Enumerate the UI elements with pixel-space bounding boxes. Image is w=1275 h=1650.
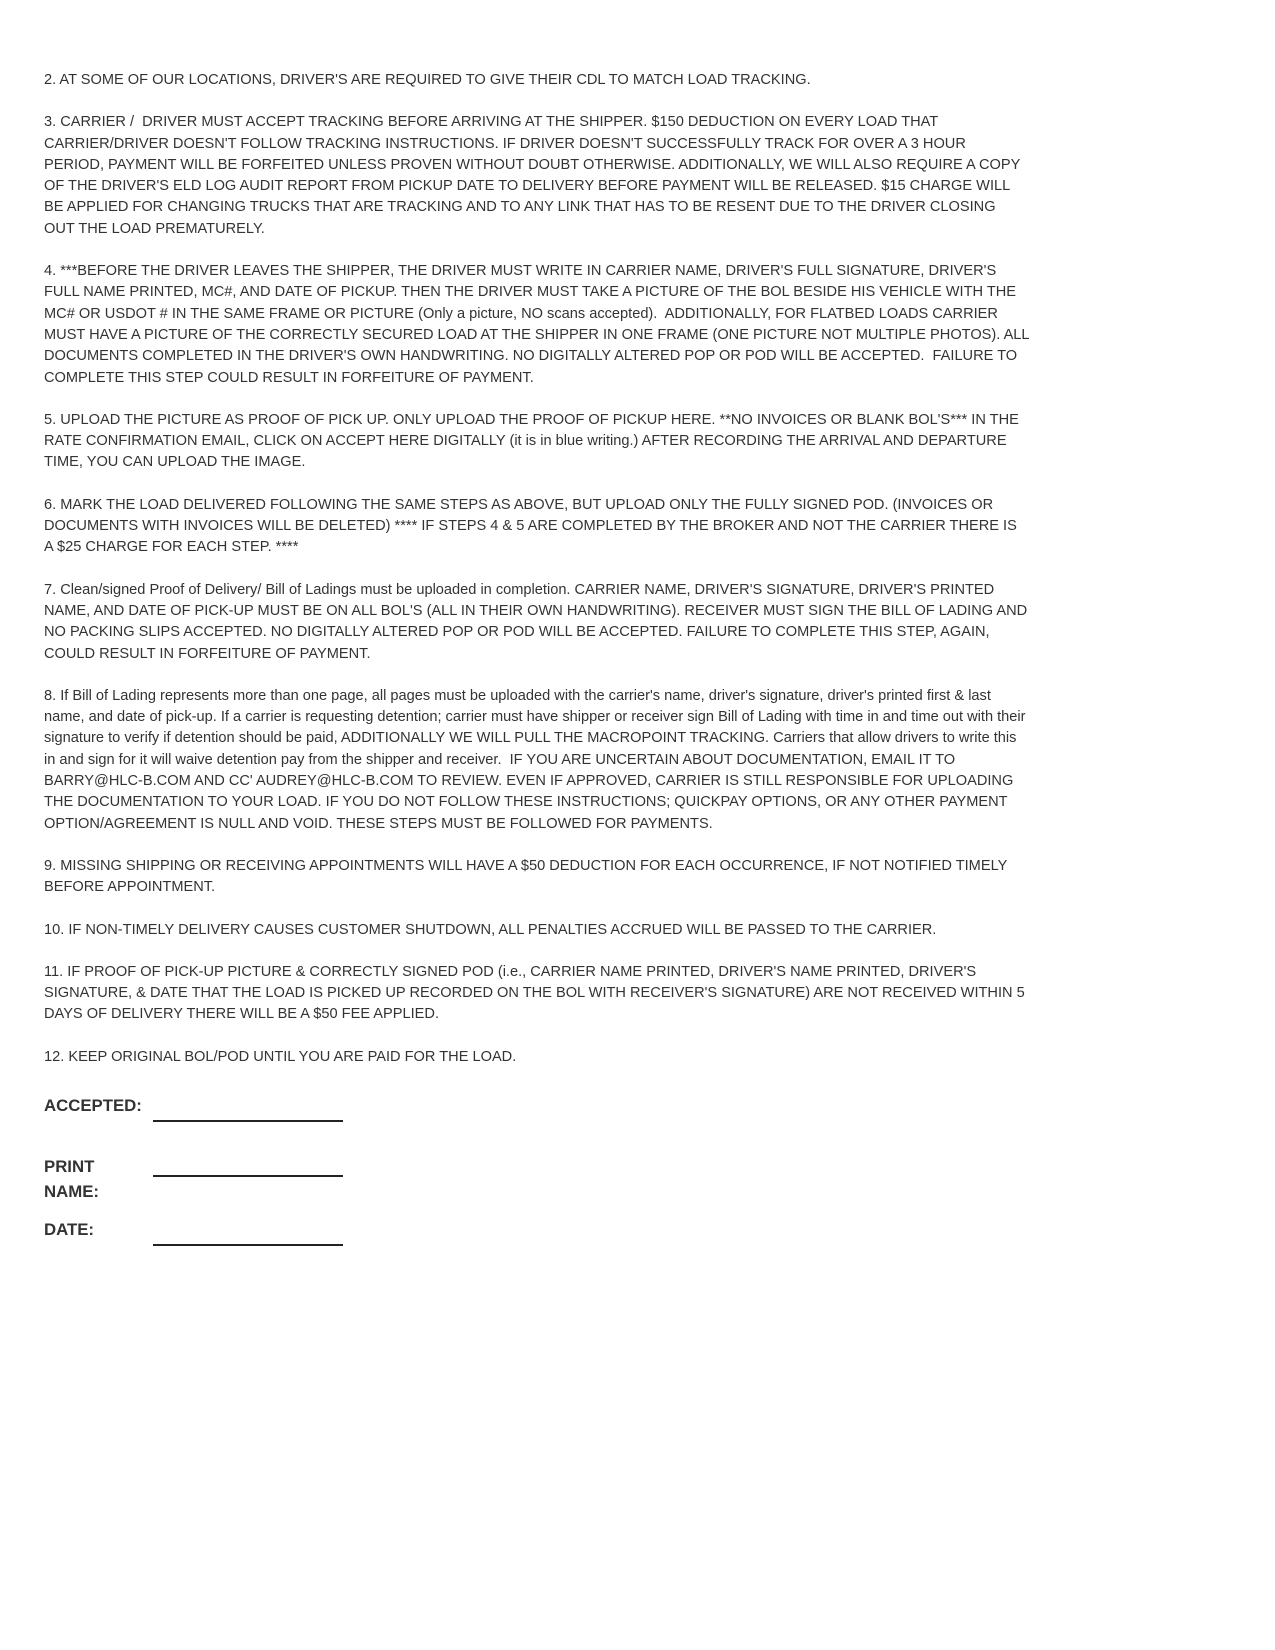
terms-page <box>44 70 1034 1242</box>
clause-8: 8. If Bill of Lading represents more than one page, all pages must be uploaded with the carrier's name, driver's signature, driver's printed first & last name, and date of pick-up. If a carrier is requesting detention; carrier must have shipper or receiver sign Bill of Lading with time in and time out with their signature to verify if detention should be paid, ADDITIONALLY WE WILL PULL THE MACROPOINT TRACKING. Carriers that allow drivers to write this in and sign for it will waive detention pay from the shipper and receiver. IF YOU ARE UNCERTAIN ABOUT DOCUMENTATION, EMAIL IT TO BARRY@HLC-B.COM AND CC' AUDREY@HLC-B.COM TO REVIEW. EVEN IF APPROVED, CARRIER IS STILL RESPONSIBLE FOR UPLOADING THE DOCUMENTATION TO YOUR LOAD. IF YOU DO NOT FOLLOW THESE INSTRUCTIONS; QUICKPAY OPTIONS, OR ANY OTHER PAYMENT OPTION/AGREEMENT IS NULL AND VOID. THESE STEPS MUST BE FOLLOWED FOR PAYMENTS. <box>44 687 1030 832</box>
clause-9: 9. MISSING SHIPPING OR RECEIVING APPOINTMENTS WILL HAVE A $50 DEDUCTION FOR EACH OCCURRENCE, IF NOT NOTIFIED TIMELY BEFORE APPOINTMENT. <box>44 857 1012 896</box>
signature-block <box>44 1089 1029 1242</box>
clause-6: 6. MARK THE LOAD DELIVERED FOLLOWING THE SAME STEPS AS ABOVE, BUT UPLOAD ONLY THE FULLY SIGNED POD. (INVOICES OR DOCUMENTS WITH INVOICES WILL BE DELETED) **** IF STEPS 4 & 5 ARE COMPLETED BY THE BROKER AND NOT THE CARRIER THERE IS A $25 CHARGE FOR EACH STEP. **** <box>44 496 1021 556</box>
clause-11: 11. IF PROOF OF PICK-UP PICTURE & CORRECTLY SIGNED POD (i.e., CARRIER NAME PRINTED, DRIVER'S NAME PRINTED, DRIVER'S SIGNATURE, & DATE THAT THE LOAD IS PICKED UP RECORDED ON THE BOL WITH RECEIVER'S SIGNATURE) ARE NOT RECEIVED WITHIN 5 DAYS OF DELIVERY THERE WILL BE A $50 FEE APPLIED. <box>44 963 1029 1023</box>
clause-5: 5. UPLOAD THE PICTURE AS PROOF OF PICK UP. ONLY UPLOAD THE PROOF OF PICKUP HERE. **NO INVOICES OR BLANK BOL'S*** IN THE RATE CONFIRMATION EMAIL, CLICK ON ACCEPT HERE DIGITALLY (it is in blue writing.) AFTER RECORDING THE ARRIVAL AND DEPARTURE TIME, YOU CAN UPLOAD THE IMAGE. <box>44 411 1023 471</box>
clause-3: 3. CARRIER / DRIVER MUST ACCEPT TRACKING BEFORE ARRIVING AT THE SHIPPER. $150 DEDUCTION ON EVERY LOAD THAT CARRIER/DRIVER DOESN'T FOLLOW TRACKING INSTRUCTIONS. IF DRIVER DOESN'T SUCCESSFULLY TRACK FOR OVER A 3 HOUR PERIOD, PAYMENT WILL BE FORFEITED UNLESS PROVEN WITHOUT DOUBT OTHERWISE. ADDITIONALLY, WE WILL ALSO REQUIRE A COPY OF THE DRIVER'S ELD LOG AUDIT REPORT FROM PICKUP DATE TO DELIVERY BEFORE PAYMENT WILL BE RELEASED. $15 CHARGE WILL BE APPLIED FOR CHANGING TRUCKS THAT ARE TRACKING AND TO ANY LINK THAT HAS TO BE RESENT DUE TO THE DRIVER CLOSING OUT THE LOAD PREMATURELY. <box>44 114 1025 237</box>
clause-4: 4. ***BEFORE THE DRIVER LEAVES THE SHIPPER, THE DRIVER MUST WRITE IN CARRIER NAME, DRIVER'S FULL SIGNATURE, DRIVER'S FULL NAME PRINTED, MC#, AND DATE OF PICKUP. THEN THE DRIVER MUST TAKE A PICTURE OF THE BOL BESIDE HIS VEHICLE WITH THE MC# OR USDOT # IN THE SAME FRAME OR PICTURE (Only a picture, NO scans accepted). ADDITIONALLY, FOR FLATBED LOADS CARRIER MUST HAVE A PICTURE OF THE CORRECTLY SECURED LOAD AT THE SHIPPER IN ONE FRAME (ONE PICTURE NOT MULTIPLE PHOTOS). ALL DOCUMENTS COMPLETED IN THE DRIVER'S OWN HANDWRITING. NO DIGITALLY ALTERED POP OR POD WILL BE ACCEPTED. FAILURE TO COMPLETE THIS STEP COULD RESULT IN FORFEITURE OF PAYMENT. <box>44 263 1034 386</box>
date-row <box>44 1217 1029 1242</box>
print-name-row <box>44 1154 1029 1204</box>
accepted-row <box>44 1089 1029 1118</box>
clause-2: 2. AT SOME OF OUR LOCATIONS, DRIVER'S ARE REQUIRED TO GIVE THEIR CDL TO MATCH LOAD TRACKING. <box>44 72 811 88</box>
print-name-line[interactable] <box>153 1175 343 1177</box>
terms-list <box>44 70 1034 1068</box>
clause-12: 12. KEEP ORIGINAL BOL/POD UNTIL YOU ARE PAID FOR THE LOAD. <box>44 1048 517 1065</box>
clause-10: 10. IF NON-TIMELY DELIVERY CAUSES CUSTOMER SHUTDOWN, ALL PENALTIES ACCRUED WILL BE PASSED TO THE CARRIER. <box>44 921 937 938</box>
accepted-signature-line[interactable] <box>153 1120 343 1122</box>
print-name-label: PRINT NAME: <box>44 1156 99 1201</box>
date-label: DATE: <box>44 1219 95 1239</box>
date-line[interactable] <box>153 1244 343 1246</box>
clause-7: 7. Clean/signed Proof of Delivery/ Bill of Ladings must be uploaded in completion. CARRIER NAME, DRIVER'S SIGNATURE, DRIVER'S PRINTED NAME, AND DATE OF PICK-UP MUST BE ON ALL BOL'S (ALL IN THEIR OWN HANDWRITING). RECEIVER MUST SIGN THE BILL OF LADING AND NO PACKING SLIPS ACCEPTED. NO DIGITALLY ALTERED POP OR POD WILL BE ACCEPTED. FAILURE TO COMPLETE THIS STEP, AGAIN, COULD RESULT IN FORFEITURE OF PAYMENT. <box>44 581 1032 662</box>
accepted-label: ACCEPTED: <box>44 1095 142 1115</box>
